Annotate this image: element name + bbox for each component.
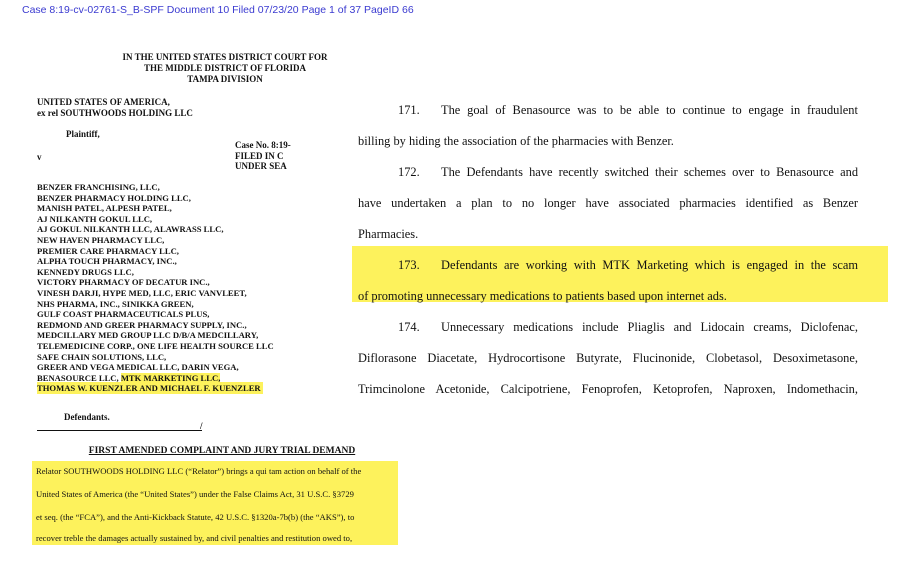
p172-line-2: have undertaken a plan to no longer have associated pharmacies identified as Benzer <box>358 196 859 210</box>
defendant-line: VICTORY PHARMACY OF DECATUR INC., <box>37 277 210 288</box>
benasource-text: BENASOURCE LLC, <box>37 372 121 383</box>
versus: v <box>37 152 42 162</box>
plaintiff-label: Plaintiff, <box>66 129 100 139</box>
complaint-title: FIRST AMENDED COMPLAINT AND JURY TRIAL DEMAND <box>88 446 356 456</box>
relator-line-2: United States of America (the “United States”) under the False Claims Act, 31 U.S.C. §3729 <box>36 489 354 499</box>
defendant-line: AJ NILKANTH GOKUL LLC, <box>37 213 153 224</box>
defendant-line: SAFE CHAIN SOLUTIONS, LLC, <box>37 351 167 362</box>
p172-line-1: The Defendants have recently switched their schemes over to Benasource and <box>441 165 859 179</box>
filed-in: FILED IN C <box>235 150 284 161</box>
case-info <box>235 140 297 172</box>
defendant-line: PREMIER CARE PHARMACY LLC, <box>37 245 179 256</box>
p173-number: 173. <box>398 258 420 272</box>
plaintiff-line-1: UNITED STATES OF AMERICA, <box>37 97 170 107</box>
relator-paragraph-highlight <box>32 461 398 545</box>
p173-line-2: of promoting unnecessary medications to patients based upon internet ads. <box>358 289 727 303</box>
defendant-line: REDMOND AND GREER PHARMACY SUPPLY, INC., <box>37 319 247 330</box>
defendant-line: MANISH PATEL, ALPESH PATEL, <box>37 203 172 214</box>
relator-line-4: recover treble the damages actually sustained by, and civil penalties and restitution owed to, <box>36 533 353 543</box>
defendant-line: BENZER FRANCHISING, LLC, <box>37 182 160 192</box>
p171-line-1: The goal of Benasource was to be able to continue to engage in fraudulent <box>441 103 858 117</box>
mtk-marketing-highlight: MTK MARKETING LLC, <box>120 372 221 383</box>
p172-number: 172. <box>398 165 420 179</box>
defendant-line: VINESH DARJI, HYPE MED, LLC, ERIC VANVLEET, <box>37 287 247 298</box>
defendant-line: GREER AND VEGA MEDICAL LLC, DARIN VEGA, <box>37 362 239 373</box>
p171-number: 171. <box>398 103 420 117</box>
court-line-2: THE MIDDLE DISTRICT OF FLORIDA <box>143 63 307 73</box>
defendants-list <box>37 182 295 394</box>
relator-line-3: et seq. (the “FCA”), and the Anti-Kickback Statute, 42 U.S.C. §1320a-7b(b) (the “AKS”), to <box>36 512 355 522</box>
case-number: Case No. 8:19- <box>235 140 291 150</box>
court-line-1: IN THE UNITED STATES DISTRICT COURT FOR <box>122 52 328 62</box>
defendant-line: AJ GOKUL NILKANTH LLC, ALAWRASS LLC, <box>37 224 224 235</box>
signature-slash: / <box>200 421 203 431</box>
defendant-line: ALPHA TOUCH PHARMACY, INC., <box>37 256 177 267</box>
defendant-line: NEW HAVEN PHARMACY LLC, <box>37 234 165 245</box>
kuenzler-line <box>37 383 295 394</box>
p171-line-2: billing by hiding the association of the pharmacies with Benzer. <box>358 134 674 148</box>
p174-number: 174. <box>398 320 420 334</box>
defendant-line: NHS PHARMA, INC., SINIKKA GREEN, <box>37 298 194 309</box>
p174-line-1: Unnecessary medications include Pliaglis and Lidocain creams, Diclofenac, <box>441 320 859 334</box>
defendant-line: MEDCILLARY MED GROUP LLC D/B/A MEDCILLARY, <box>37 330 259 341</box>
ecf-header: Case 8:19-cv-02761-S_B-SPF Document 10 Filed 07/23/20 Page 1 of 37 PageID 66 <box>22 4 414 16</box>
plaintiff-line-2: ex rel SOUTHWOODS HOLDING LLC <box>37 108 193 118</box>
under-seal: UNDER SEA <box>235 161 287 171</box>
signature-underline <box>37 430 202 431</box>
defendant-line: KENNEDY DRUGS LLC, <box>37 266 134 277</box>
p174-line-2: Diflorasone Diacetate, Hydrocortisone Butyrate, Flucinonide, Clobetasol, Desoximetasone, <box>358 351 858 365</box>
defendants-label: Defendants. <box>64 412 110 422</box>
relator-line-1: Relator SOUTHWOODS HOLDING LLC (“Relator”) brings a qui tam action on behalf of the <box>36 466 362 476</box>
kuenzler-highlight: THOMAS W. KUENZLER AND MICHAEL F. KUENZLER <box>37 383 261 394</box>
defendant-line: TELEMEDICINE CORP., ONE LIFE HEALTH SOURCE LLC <box>37 340 274 351</box>
defendant-line: GULF COAST PHARMACEUTICALS PLUS, <box>37 309 210 320</box>
p172-line-3: Pharmacies. <box>358 227 419 241</box>
p174-line-3: Trimcinolone Acetonide, Calcipotriene, Fenoprofen, Ketoprofen, Naproxen, Indomethacin, <box>358 382 858 396</box>
p173-line-1: Defendants are working with MTK Marketing which is engaged in the scam <box>441 258 858 272</box>
defendant-line: BENZER PHARMACY HOLDING LLC, <box>37 192 191 203</box>
court-line-3: TAMPA DIVISION <box>187 74 263 84</box>
